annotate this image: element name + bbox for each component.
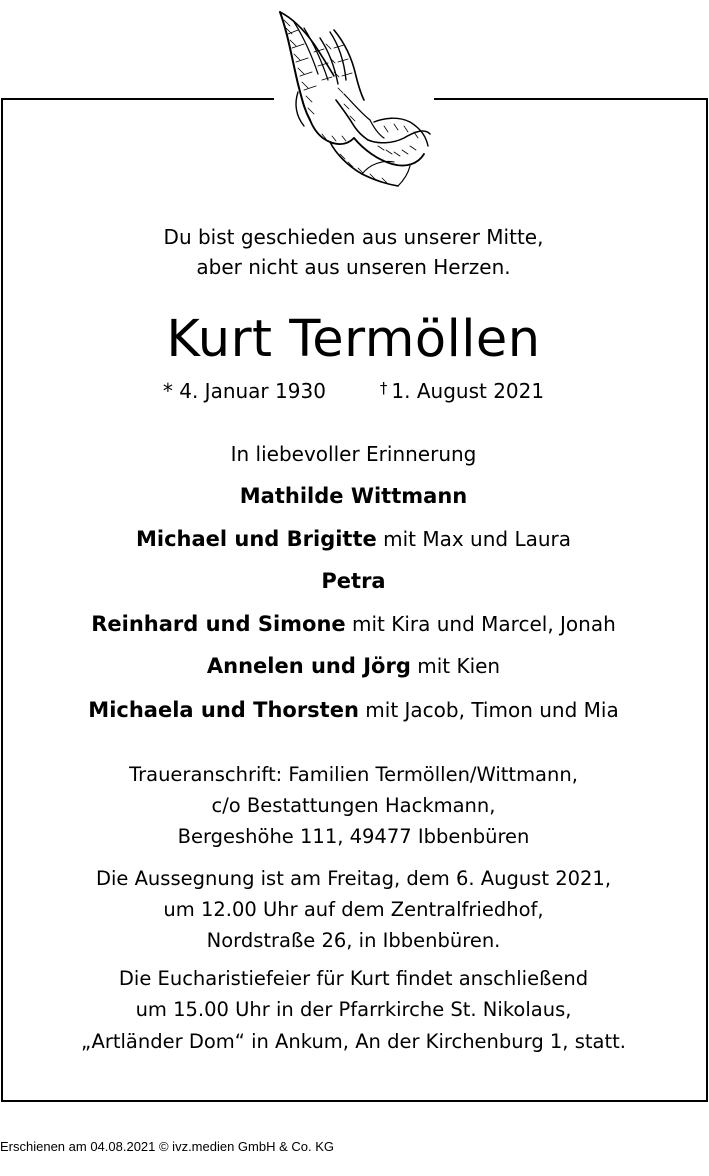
address-line-1: Traueranschrift: Familien Termöllen/Wittmann, xyxy=(129,763,578,786)
mourner-line xyxy=(2,611,705,637)
deceased-name: Kurt Termöllen xyxy=(166,310,541,369)
mourner-line xyxy=(2,483,705,509)
birth-date: * 4. Januar 1930 xyxy=(162,379,326,403)
address-line-3: Bergeshöhe 111, 49477 Ibbenbüren xyxy=(177,825,530,848)
mourner-names: Mathilde Wittmann xyxy=(239,484,468,508)
verse-line-1: Du bist geschieden aus unserer Mitte, xyxy=(163,225,544,249)
mourner-names: Petra xyxy=(321,569,386,593)
mourner-children: mit Kira und Marcel, Jonah xyxy=(345,612,616,636)
blessing-line-1: Die Aussegnung ist am Freitag, dem 6. August 2021, xyxy=(95,867,612,890)
mourner-children: mit Max und Laura xyxy=(376,527,572,551)
mass-line-3: „Artländer Dom“ in Ankum, An der Kirchenburg 1, statt. xyxy=(81,1030,626,1053)
mourner-line xyxy=(2,697,705,723)
blessing-line-2: um 12.00 Uhr auf dem Zentralfriedhof, xyxy=(163,898,544,921)
mourner-names: Reinhard und Simone xyxy=(91,612,346,636)
mourner-children: mit Jacob, Timon und Mia xyxy=(358,698,619,722)
mourner-line xyxy=(2,526,705,552)
remembrance-intro: In liebevoller Erinnerung xyxy=(230,442,477,466)
praying-hands-icon xyxy=(274,4,434,194)
mass-line-1: Die Eucharistiefeier für Kurt findet anschließend xyxy=(118,967,589,990)
mourner-line xyxy=(2,568,705,594)
dagger-icon: † xyxy=(379,379,388,397)
death-date: 1. August 2021 xyxy=(391,379,545,403)
address-line-2: c/o Bestattungen Hackmann, xyxy=(211,794,496,817)
publication-credit: Erschienen am 04.08.2021 © ivz.medien GmbH & Co. KG xyxy=(0,1139,335,1154)
mourner-names: Michael und Brigitte xyxy=(135,527,377,551)
verse-line-2: aber nicht aus unseren Herzen. xyxy=(196,255,511,279)
mass-line-2: um 15.00 Uhr in der Pfarrkirche St. Nikolaus, xyxy=(135,998,572,1021)
mourner-children: mit Kien xyxy=(410,654,501,678)
mourner-line xyxy=(2,653,705,679)
blessing-line-3: Nordstraße 26, in Ibbenbüren. xyxy=(206,929,501,952)
mourner-names: Michaela und Thorsten xyxy=(88,698,359,722)
life-dates xyxy=(2,378,705,406)
mourner-names: Annelen und Jörg xyxy=(206,654,411,678)
